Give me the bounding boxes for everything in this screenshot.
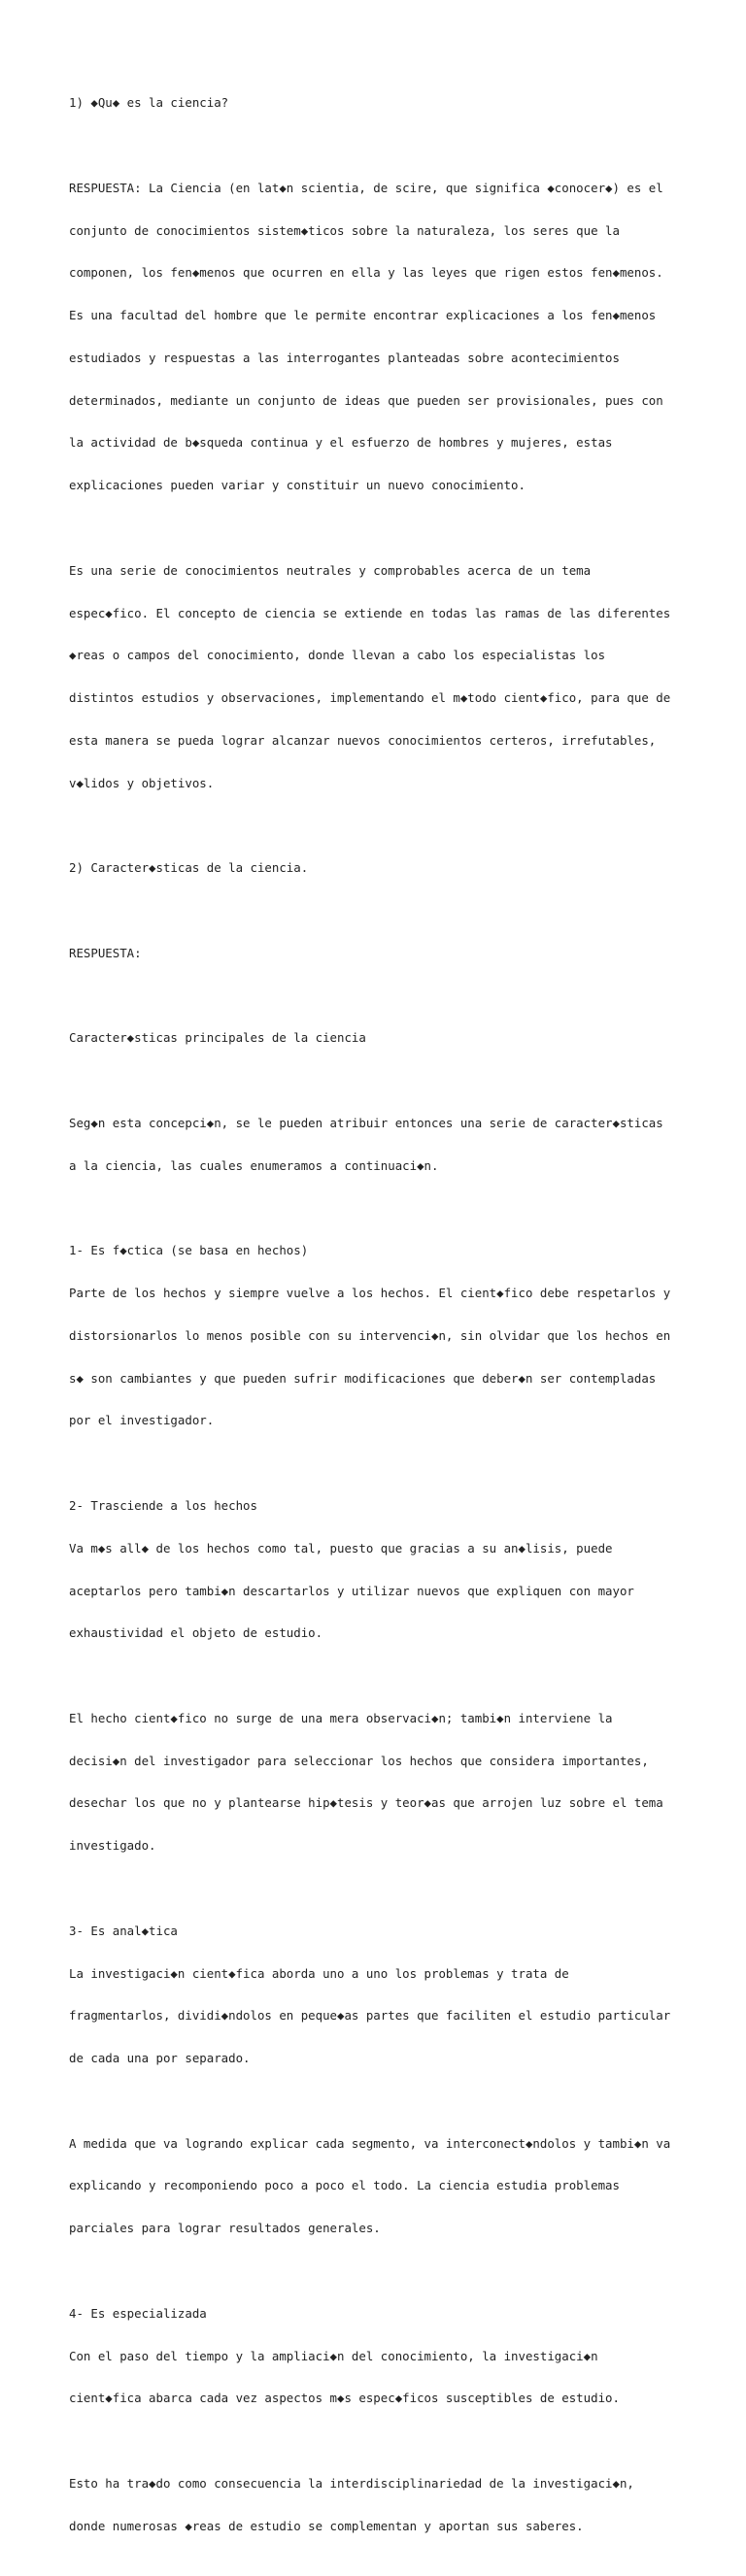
text-line: por el investigador.	[69, 1413, 215, 1428]
document-page	[69, 68, 691, 2576]
text-line: esta manera se pueda lograr alcanzar nuevos conocimientos certeros, irrefutables,	[69, 732, 657, 748]
text-line: ◆reas o campos del conocimiento, donde llevan a cabo los especialistas los	[69, 648, 606, 663]
text-line: aceptarlos pero tambi◆n descartarlos y utilizar nuevos que expliquen con mayor	[69, 1583, 634, 1598]
text-line: v◆lidos y objetivos.	[69, 775, 215, 790]
text-line: Caracter◆sticas principales de la ciencia	[69, 1030, 366, 1046]
text-line: determinados, mediante un conjunto de ideas que pueden ser provisionales, pues con	[69, 392, 663, 408]
text-line: investigado.	[69, 1838, 156, 1854]
text-line: RESPUESTA: La Ciencia (en lat◆n scientia, de scire, que significa ◆conocer◆) es el	[69, 180, 663, 195]
text-line: Es una serie de conocimientos neutrales y comprobables acerca de un tema	[69, 562, 592, 578]
text-line: explicaciones pueden variar y constituir un nuevo conocimiento.	[69, 478, 526, 493]
text-line: 2) Caracter◆sticas de la ciencia.	[69, 860, 309, 876]
paragraph	[69, 2279, 691, 2435]
text-line: a la ciencia, las cuales enumeramos a continuaci◆n.	[69, 1157, 439, 1173]
text-line: s◆ son cambiantes y que pueden sufrir modificaciones que deber◆n ser contempladas	[69, 1370, 657, 1386]
text-line: 1) ◆Qu◆ es la ciencia?	[69, 95, 229, 111]
paragraph	[69, 2449, 691, 2562]
text-line: Con el paso del tiempo y la ampliaci◆n del conocimiento, la investigaci◆n	[69, 2348, 598, 2363]
text-line: La investigaci◆n cient◆fica aborda uno a uno los problemas y trata de	[69, 1965, 569, 1981]
text-line: fragmentarlos, dividi◆ndolos en peque◆as partes que faciliten el estudio particular	[69, 2008, 671, 2024]
paragraph	[69, 1216, 691, 1456]
text-line: desechar los que no y plantearse hip◆tesis y teor◆as que arrojen luz sobre el tema	[69, 1795, 663, 1811]
text-line: 2- Trasciende a los hechos	[69, 1497, 257, 1513]
text-line: 1- Es f◆ctica (se basa en hechos)	[69, 1243, 309, 1258]
text-line: RESPUESTA:	[69, 945, 142, 960]
paragraph	[69, 536, 691, 820]
text-line: la actividad de b◆squeda continua y el esfuerzo de hombres y mujeres, estas	[69, 435, 613, 451]
text-line: A medida que va logrando explicar cada segmento, va interconect◆ndolos y tambi◆n va	[69, 2135, 671, 2151]
text-line: decisi◆n del investigador para seleccionar los hechos que considera importantes,	[69, 1753, 649, 1768]
text-line: El hecho cient◆fico no surge de una mera observaci◆n; tambi◆n interviene la	[69, 1710, 613, 1725]
text-line: Seg◆n esta concepci◆n, se le pueden atribuir entonces una serie de caracter◆sticas	[69, 1115, 663, 1130]
text-line: Esto ha tra◆do como consecuencia la interdisciplinariedad de la investigaci◆n,	[69, 2475, 634, 2491]
text-line: cient◆fica abarca cada vez aspectos m◆s espec◆ficos susceptibles de estudio.	[69, 2391, 620, 2406]
text-line: distorsionarlos lo menos posible con su intervenci◆n, sin olvidar que los hechos en	[69, 1327, 671, 1343]
text-line: exhaustividad el objeto de estudio.	[69, 1625, 323, 1641]
paragraph	[69, 1684, 691, 1882]
text-line: parciales para lograr resultados generales.	[69, 2221, 381, 2236]
paragraph	[69, 153, 691, 521]
text-line: Va m◆s all◆ de los hechos como tal, puesto que gracias a su an◆lisis, puede	[69, 1540, 613, 1556]
paragraph	[69, 919, 691, 989]
paragraph	[69, 833, 691, 904]
paragraph	[69, 1896, 691, 2094]
text-line: espec◆fico. El concepto de ciencia se extiende en todas las ramas de las diferentes	[69, 605, 671, 620]
text-line: explicando y recomponiendo poco a poco el todo. La ciencia estudia problemas	[69, 2178, 620, 2193]
text-line: Parte de los hechos y siempre vuelve a los hechos. El cient◆fico debe respetarlos y	[69, 1286, 671, 1301]
text-line: Es una facultad del hombre que le permite encontrar explicaciones a los fen◆menos	[69, 308, 657, 323]
text-line: 4- Es especializada	[69, 2305, 207, 2321]
paragraph	[69, 1003, 691, 1074]
paragraph	[69, 68, 691, 139]
text-line: componen, los fen◆menos que ocurren en ella y las leyes que rigen estos fen◆menos.	[69, 265, 663, 281]
paragraph	[69, 1471, 691, 1669]
paragraph	[69, 1088, 691, 1202]
text-line: donde numerosas ◆reas de estudio se complementan y aportan sus saberes.	[69, 2518, 584, 2533]
paragraph	[69, 2109, 691, 2265]
text-line: de cada una por separado.	[69, 2051, 251, 2066]
text-line: estudiados y respuestas a las interrogantes planteadas sobre acontecimientos	[69, 350, 620, 365]
text-line: distintos estudios y observaciones, implementando el m◆todo cient◆fico, para que de	[69, 690, 671, 706]
text-line: conjunto de conocimientos sistem◆ticos sobre la naturaleza, los seres que la	[69, 222, 620, 238]
text-line: 3- Es anal◆tica	[69, 1923, 178, 1938]
